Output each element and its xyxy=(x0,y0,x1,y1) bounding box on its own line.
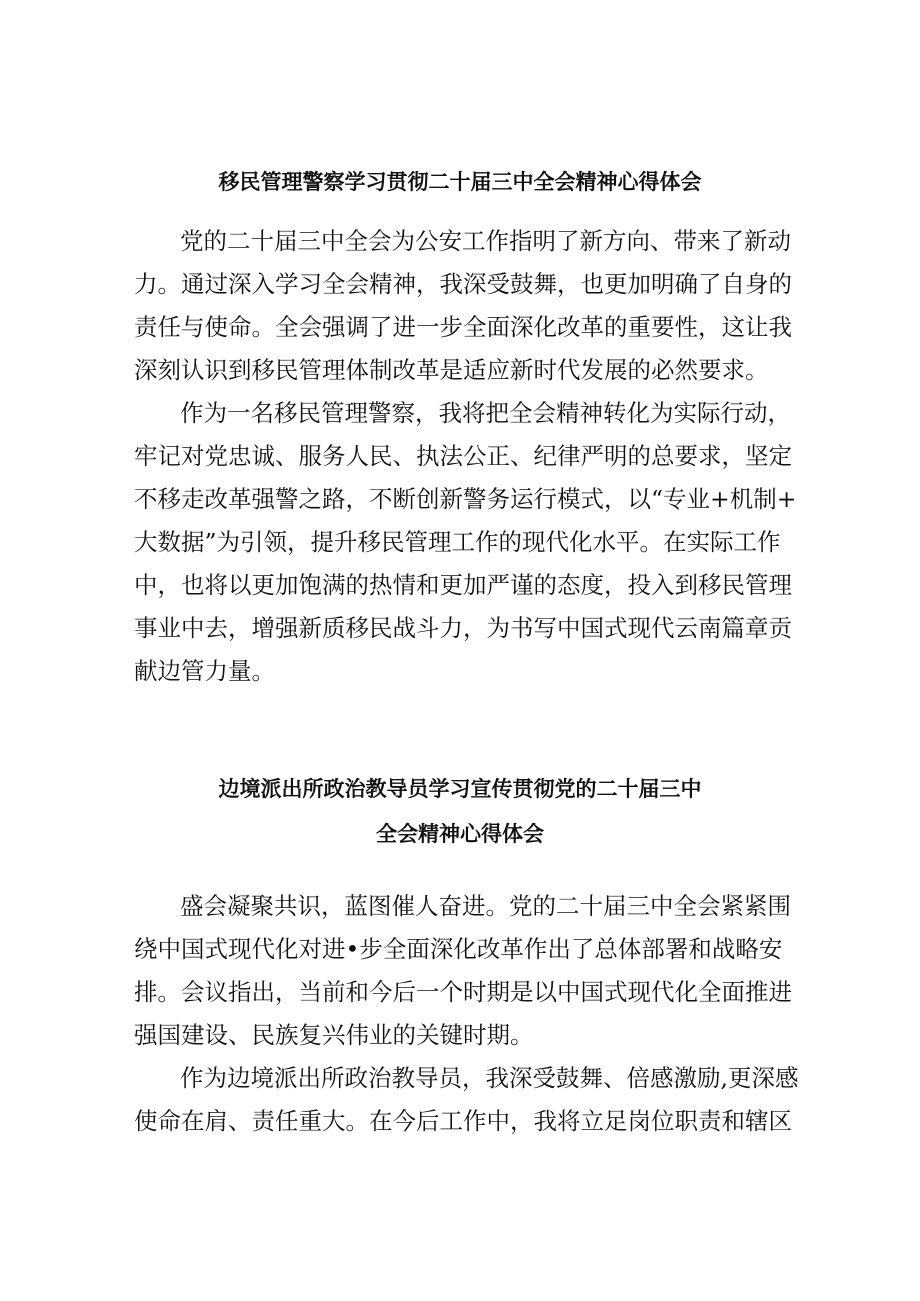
section2-title-line2: 全会精神心得体会 xyxy=(376,821,544,846)
section1-line: 深刻认识到移民管理体制改革是适应新时代发展的必然要求。 xyxy=(134,356,769,384)
section1-line: 力。通过深入学习全会精神，我深受鼓舞，也更加明确了自身的 xyxy=(134,270,792,298)
section1-line: 责任与使命。全会强调了进一步全面深化改革的重要性，这让我 xyxy=(134,313,792,341)
section2-line: 强国建设、民族复兴伟业的关键时期。 xyxy=(134,1021,534,1049)
section1-line: 不移走改革强警之路，不断创新警务运行模式，以“专业+机制+ xyxy=(134,485,797,513)
section1-line: 献边管力量。 xyxy=(134,657,275,685)
section1-title: 移民管理警察学习贯彻二十届三中全会精神心得体会 xyxy=(218,169,702,194)
section1-line: 作为一名移民管理警察，我将把全会精神转化为实际行动， xyxy=(180,399,791,427)
section2-line: 作为边境派出所政治教导员，我深受鼓舞、倍感激励,更深感 xyxy=(180,1064,799,1092)
section1-line: 大数据”为引领，提升移民管理工作的现代化水平。在实际工作 xyxy=(134,528,781,556)
section2-title-line1: 边境派出所政治教导员学习宣传贯彻党的二十届三中 xyxy=(218,776,702,801)
section1-line: 党的二十届三中全会为公安工作指明了新方向、带来了新动 xyxy=(180,227,791,255)
section2-line: 盛会凝聚共识，蓝图催人奋进。党的二十届三中全会紧紧围 xyxy=(180,892,791,920)
section2-line: 使命在肩、责任重大。在今后工作中，我将立足岗位职责和辖区 xyxy=(134,1107,792,1135)
section2-line: 绕中国式现代化对进•步全面深化改革作出了总体部署和战略安 xyxy=(134,935,783,963)
section2-line: 排。会议指出，当前和今后一个时期是以中国式现代化全面推进 xyxy=(134,978,792,1006)
section1-line: 牢记对党忠诚、服务人民、执法公正、纪律严明的总要求，坚定 xyxy=(134,442,792,470)
section1-line: 事业中去，增强新质移民战斗力，为书写中国式现代云南篇章贡 xyxy=(134,614,792,642)
section1-line: 中，也将以更加饱满的热情和更加严谨的态度，投入到移民管理 xyxy=(134,571,792,599)
